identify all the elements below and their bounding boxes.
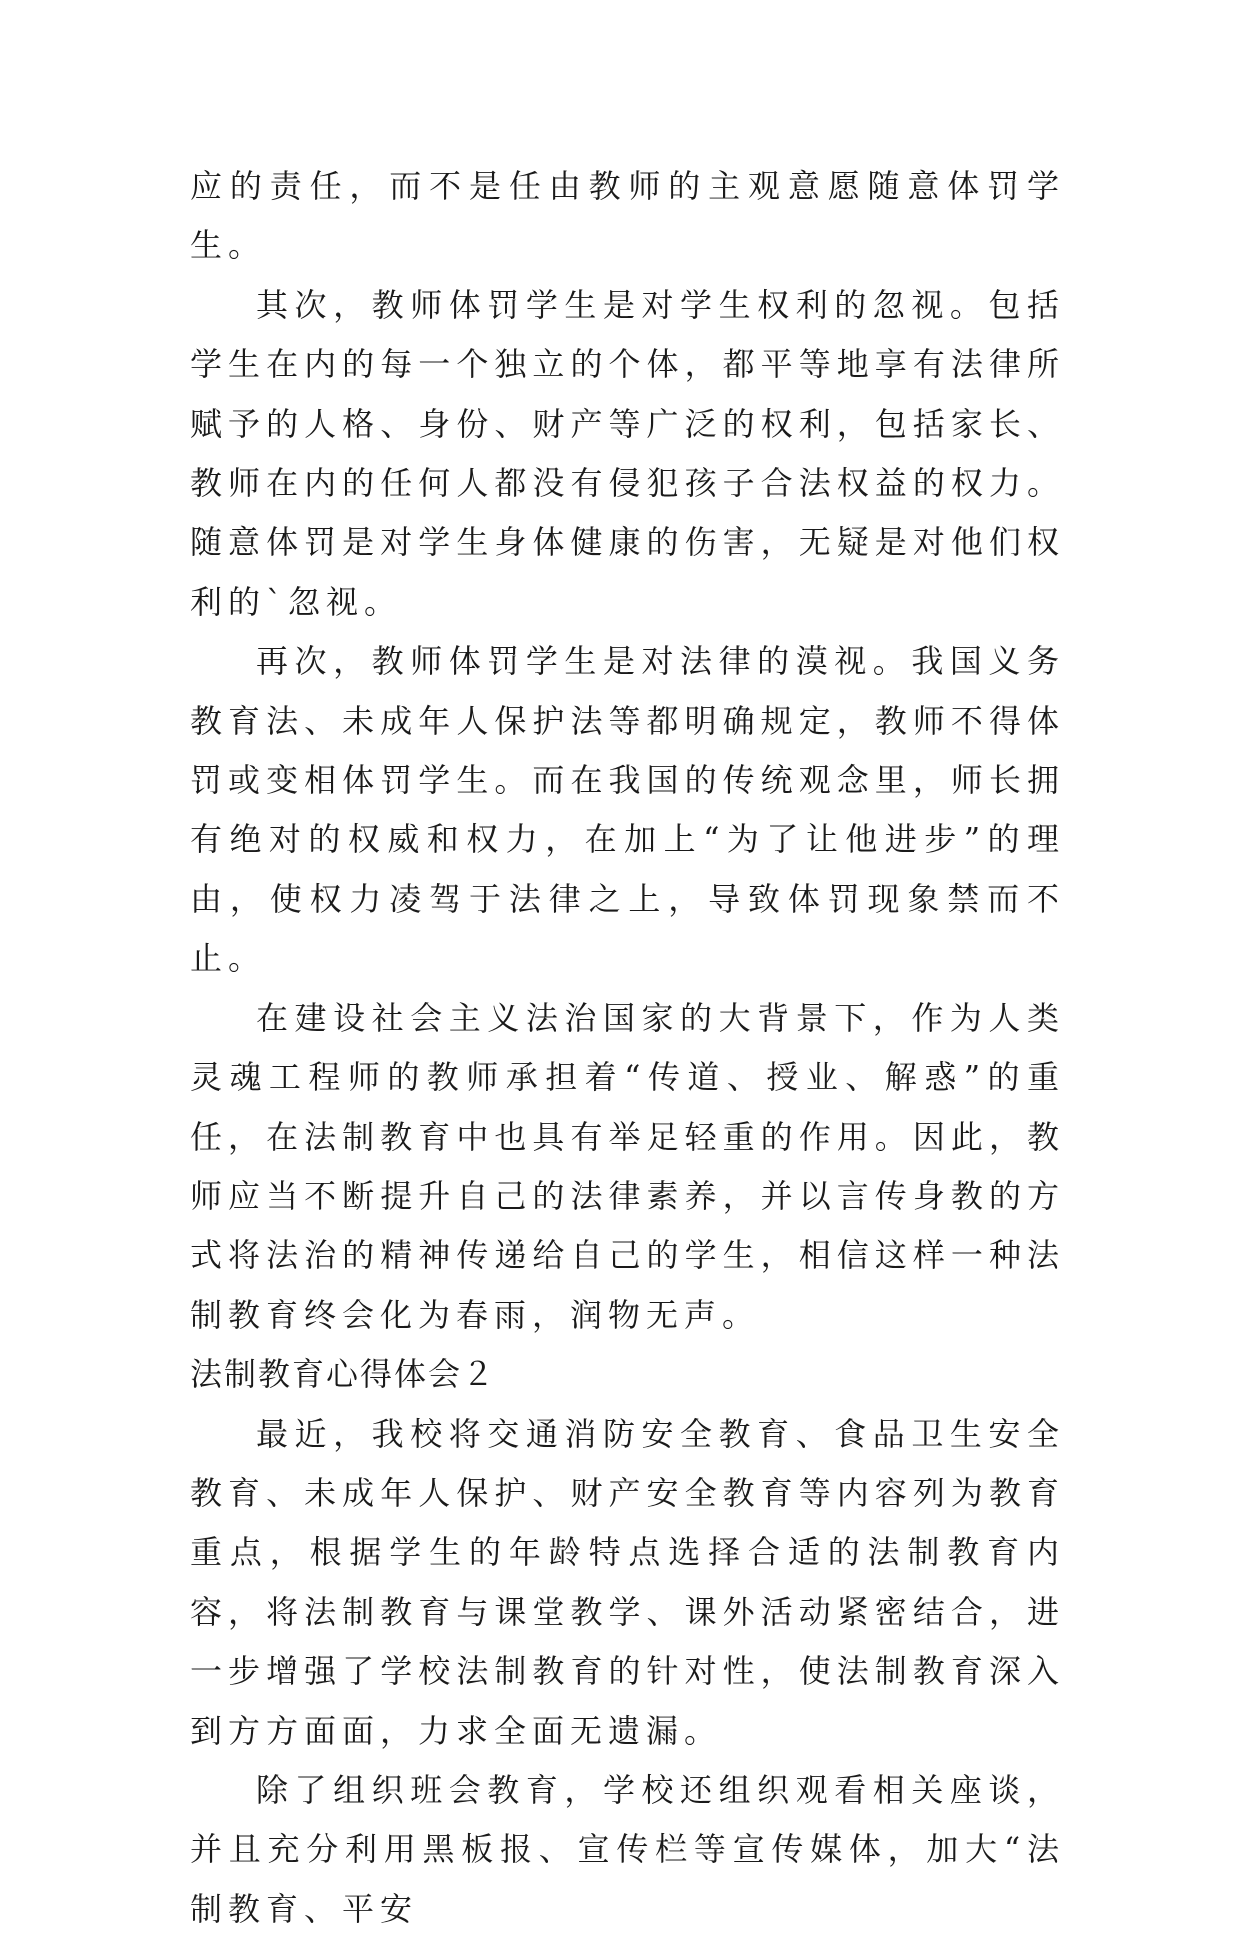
paragraph-student-rights: 其次，教师体罚学生是对学生权利的忽视。包括学生在内的每一个独立的个体，都平等地享有法律所赋予的人格、身份、财产等广泛的权利，包括家长、教师在内的任何人都没有侵犯孩子合法权益的权力。随意体罚是对学生身体健康的伤害，无疑是对他们权利的`忽视。 — [190, 285, 1065, 621]
paragraph-rule-of-law: 在建设社会主义法治国家的大背景下，作为人类灵魂工程师的教师承担着“传道、授业、解惑”的重任，在法制教育中也具有举足轻重的作用。因此，教师应当不断提升自己的法律素养，并以言传身教的方式将法治的精神传递给自己的学生，相信这样一种法制教育终会化为春雨，润物无声。 — [190, 998, 1065, 1334]
paragraph-class-meetings: 除了组织班会教育，学校还组织观看相关座谈，并且充分利用黑板报、宣传栏等宣传媒体，加大“法制教育、平安 — [190, 1770, 1065, 1928]
section-heading: 法制教育心得体会２ — [190, 1355, 497, 1394]
paragraph-law-disregard: 再次，教师体罚学生是对法律的漠视。我国义务教育法、未成年人保护法等都明确规定，教师不得体罚或变相体罚学生。而在我国的传统观念里，师长拥有绝对的权威和权力，在加上“为了让他进步”的理由，使权力凌驾于法律之上，导致体罚现象禁而不止。 — [190, 642, 1065, 978]
document-body — [190, 157, 1065, 1939]
paragraph-school-safety: 最近，我校将交通消防安全教育、食品卫生安全教育、未成年人保护、财产安全教育等内容列为教育重点，根据学生的年龄特点选择合适的法制教育内容，将法制教育与课堂教学、课外活动紧密结合，进一步增强了学校法制教育的针对性，使法制教育深入到方方面面，力求全面无遗漏。 — [190, 1414, 1065, 1750]
paragraph-continuation: 应的责任，而不是任由教师的主观意愿随意体罚学生。 — [190, 167, 1065, 265]
